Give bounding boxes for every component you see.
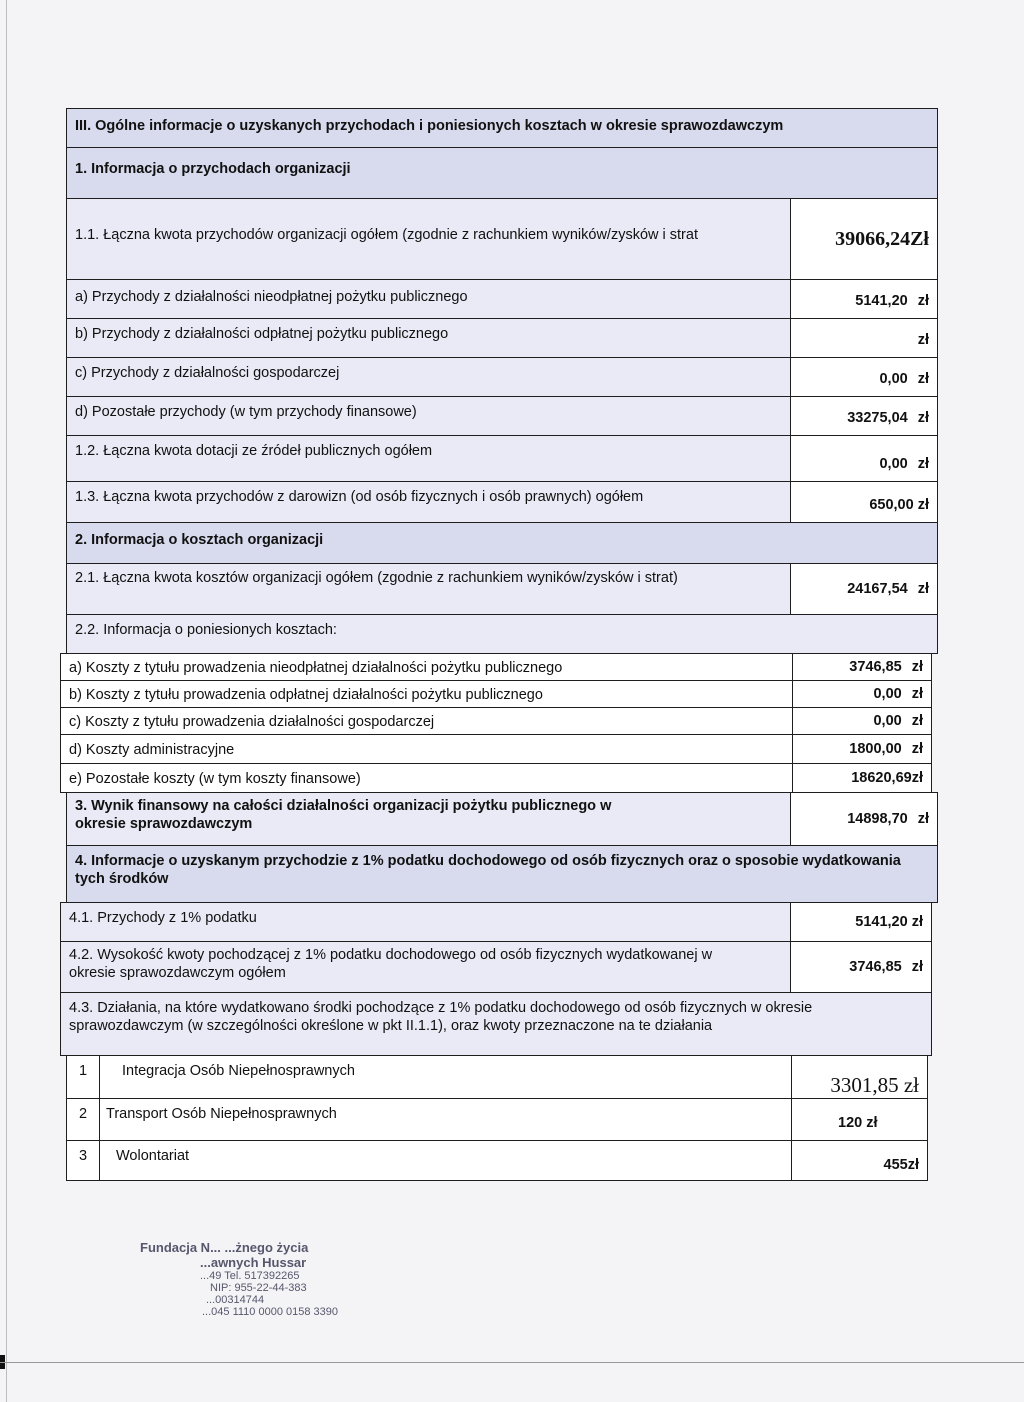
activity-2-name: Transport Osób Niepełnosprawnych [99,1098,792,1141]
total-costs-amount: 24167,54 [847,581,908,597]
revenue-item-a-value [790,279,938,319]
cost-item-d-unit: zł [911,741,923,757]
cost-item-e-label: e) Pozostałe koszty (w tym koszty finansowe) [60,763,793,793]
one-percent-header: 4. Informacje o uzyskanym przychodzie z 1% podatku dochodowego od osób fizycznych oraz o sposobie wydatkowania tych środków [66,845,938,903]
cost-item-d-label: d) Koszty administracyjne [60,734,793,764]
activity-2-amount [791,1098,928,1141]
cost-item-b-value [792,680,932,708]
cost-item-e-value [792,763,932,793]
revenue-item-a-unit: zł [917,293,929,309]
total-revenue-label: 1.1. Łączna kwota przychodów organizacji ogółem (zgodnie z rachunkiem wyników/zysków i strat [66,198,791,280]
stamp-line-4: NIP: 955-22-44-383 [210,1282,307,1294]
activity-1-amount-value: 3301,85 zł [830,1073,919,1097]
activities-label: 4.3. Działania, na które wydatkowano środki pochodzące z 1% podatku dochodowego od osób fizycznych w okresie sprawozdawczym (w szczególności określone w pkt II.1.1), oraz kwoty przeznaczone na te działania [60,992,932,1056]
revenue-item-d-value [790,396,938,436]
cost-item-e-amount: 18620,69zł [851,770,923,786]
cost-item-a-label: a) Koszty z tytułu prowadzenia nieodpłatnej działalności pożytku publicznego [60,653,793,681]
one-percent-spent-amount: 3746,85 [849,959,902,975]
cost-item-c-value [792,707,932,735]
activity-1-number: 1 [66,1055,100,1099]
revenue-item-c-unit: zł [917,371,929,387]
grants-value [790,435,938,482]
revenue-item-b-label: b) Przychody z działalności odpłatnej pożytku publicznego [66,318,791,358]
cost-item-c-label: c) Koszty z tytułu prowadzenia działalności gospodarczej [60,707,793,735]
donations-label: 1.3. Łączna kwota przychodów z darowizn (od osób fizycznych i osób prawnych) ogółem [66,481,791,523]
revenue-header: 1. Informacja o przychodach organizacji [66,147,938,199]
stamp-line-1: Fundacja N... ...żnego życia [140,1240,309,1255]
result-amount: 14898,70 [847,811,908,827]
activity-3-name: Wolontariat [99,1140,792,1181]
organization-stamp [140,1240,370,1318]
total-costs-unit: zł [917,581,929,597]
revenue-item-c-value [790,357,938,397]
revenue-item-a-amount: 5141,20 [855,293,908,309]
one-percent-revenue-amount: 5141,20 zł [855,914,923,930]
total-revenue-amount: 39066,24Zł [835,228,929,250]
activity-2-amount-value: 120 zł [838,1115,878,1131]
costs-header: 2. Informacja o kosztach organizacji [66,522,938,564]
grants-amount: 0,00 [879,456,908,472]
cost-item-c-amount: 0,00 [873,713,902,729]
total-revenue-value [790,198,938,280]
costs-info-label: 2.2. Informacja o poniesionych kosztach: [66,614,938,654]
one-percent-spent-unit: zł [911,959,923,975]
cost-item-a-amount: 3746,85 [849,659,902,675]
cost-item-b-label: b) Koszty z tytułu prowadzenia odpłatnej działalności pożytku publicznego [60,680,793,708]
revenue-item-c-amount: 0,00 [879,371,908,387]
total-costs-label: 2.1. Łączna kwota kosztów organizacji ogółem (zgodnie z rachunkiem wyników/zysków i strat) [66,563,791,615]
activity-3-amount-value: 455zł [883,1157,919,1173]
cost-item-b-unit: zł [911,686,923,702]
activity-3-number: 3 [66,1140,100,1181]
stamp-line-3: ...49 Tel. 517392265 [200,1270,300,1282]
section-title: III. Ogólne informacje o uzyskanych przychodach i poniesionych kosztach w okresie sprawozdawczym [66,108,938,148]
stamp-line-5: ...00314744 [206,1294,265,1306]
donations-amount: 650,00 zł [869,497,929,513]
revenue-item-d-amount: 33275,04 [847,410,908,426]
grants-unit: zł [917,456,929,472]
activity-1-name: Integracja Osób Niepełnosprawnych [99,1055,792,1099]
revenue-item-b-value [790,318,938,358]
total-costs-value [790,563,938,615]
cost-item-c-unit: zł [911,713,923,729]
revenue-item-a-label: a) Przychody z działalności nieodpłatnej pożytku publicznego [66,279,791,319]
stamp-line-2: ...awnych Hussar [200,1255,307,1270]
result-value [790,792,938,846]
result-label: 3. Wynik finansowy na całości działalności organizacji pożytku publicznego w okresie sprawozdawczym [66,792,791,846]
revenue-item-c-label: c) Przychody z działalności gospodarczej [66,357,791,397]
one-percent-spent-value [790,941,932,993]
revenue-item-b-unit: zł [917,332,929,348]
stamp-line-6: ...045 1110 0000 0158 3390 [202,1306,338,1318]
revenue-item-d-unit: zł [917,410,929,426]
one-percent-revenue-value [790,902,932,942]
cost-item-a-value [792,653,932,681]
cost-item-d-value [792,734,932,764]
one-percent-spent-label: 4.2. Wysokość kwoty pochodzącej z 1% podatku dochodowego od osób fizycznych wydatkowanej w okresie sprawozdawczym ogółem [60,941,791,993]
result-unit: zł [917,811,929,827]
revenue-item-d-label: d) Pozostałe przychody (w tym przychody finansowe) [66,396,791,436]
grants-label: 1.2. Łączna kwota dotacji ze źródeł publicznych ogółem [66,435,791,482]
activity-3-amount [791,1140,928,1181]
one-percent-revenue-label: 4.1. Przychody z 1% podatku [60,902,791,942]
cost-item-d-amount: 1800,00 [849,741,902,757]
cost-item-a-unit: zł [911,659,923,675]
activity-1-amount [791,1055,928,1099]
donations-value [790,481,938,523]
activity-2-number: 2 [66,1098,100,1141]
cost-item-b-amount: 0,00 [873,686,902,702]
